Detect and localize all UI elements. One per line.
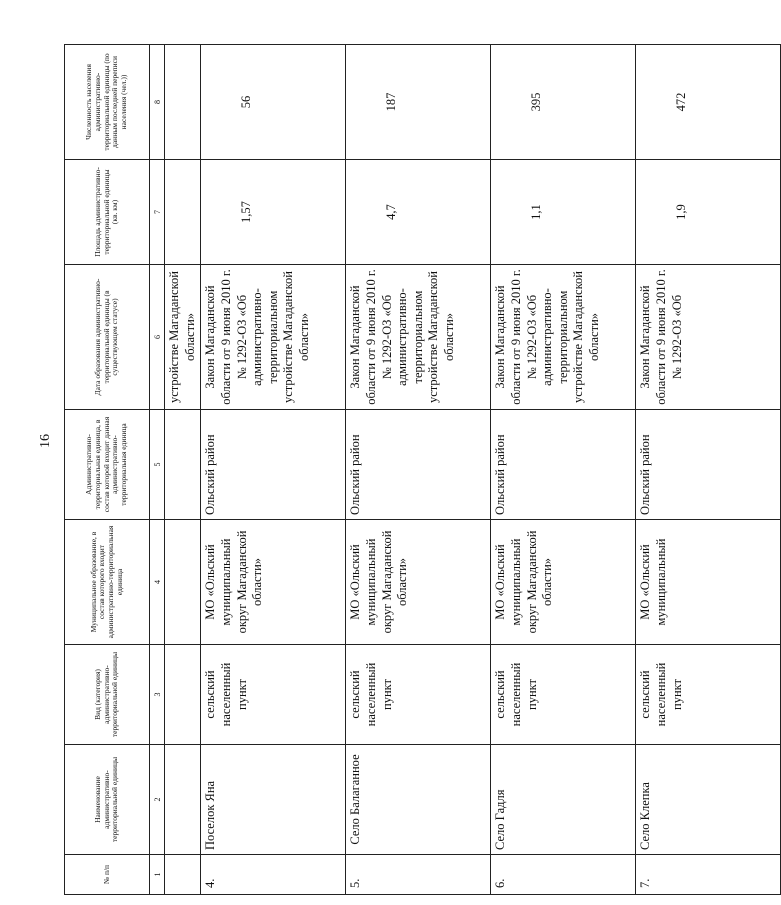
- row-number: 4.: [201, 855, 346, 895]
- unit-population: 472: [636, 45, 781, 160]
- column-number: 5: [150, 410, 165, 520]
- continuation-cell: устройстве Магаданской области»: [165, 265, 201, 410]
- header-cell: Площадь административно-территориальной единицы (кв. км): [65, 160, 150, 265]
- unit-area: 1,1: [491, 160, 636, 265]
- unit-population: 56: [201, 45, 346, 160]
- admin-units-table: [64, 44, 781, 895]
- unit-kind: сельский населенный пункт: [346, 645, 491, 745]
- header-cell: Дата образования административно-территориальной единицы (в существующем статусе): [65, 265, 150, 410]
- unit-name: Село Клепка: [636, 745, 781, 855]
- table-row: [491, 45, 636, 895]
- table-row: [201, 45, 346, 895]
- unit-parent: Ольский район: [491, 410, 636, 520]
- unit-area: 1,57: [201, 160, 346, 265]
- column-number: 7: [150, 160, 165, 265]
- unit-parent: Ольский район: [636, 410, 781, 520]
- unit-municipality: МО «Ольский муниципальный округ Магаданской области»: [346, 520, 491, 645]
- unit-area: 4,7: [346, 160, 491, 265]
- row-number: 6.: [491, 855, 636, 895]
- unit-name: Село Балаганное: [346, 745, 491, 855]
- unit-municipality: МО «Ольский муниципальный округ Магаданской области»: [491, 520, 636, 645]
- unit-date: Закон Магаданской области от 9 июня 2010 г. № 1292-ОЗ «Об административно-территориальном устройстве Магаданской области»: [346, 265, 491, 410]
- unit-date: Закон Магаданской области от 9 июня 2010 г. № 1292-ОЗ «Об административно-территориальном устройстве Магаданской области»: [201, 265, 346, 410]
- unit-municipality: МО «Ольский муниципальный округ Магаданской области»: [201, 520, 346, 645]
- unit-kind: сельский населенный пункт: [636, 645, 781, 745]
- unit-population: 395: [491, 45, 636, 160]
- row-number: 5.: [346, 855, 491, 895]
- header-row: [65, 45, 150, 895]
- column-number: 4: [150, 520, 165, 645]
- header-cell: Численность населения административно-территориальной единицы (по данным последней переписи населения (чел.)): [65, 45, 150, 160]
- header-cell: Вид (категория) административно-территориальной единицы: [65, 645, 150, 745]
- unit-population: 187: [346, 45, 491, 160]
- column-number: 3: [150, 645, 165, 745]
- unit-municipality: МО «Ольский муниципальный: [636, 520, 781, 645]
- table-row: [346, 45, 491, 895]
- header-cell: Административно-территориальная единица, в состав которой входит данная административно-территориальная единица: [65, 410, 150, 520]
- row-number: 7.: [636, 855, 781, 895]
- column-number: 2: [150, 745, 165, 855]
- unit-area: 1,9: [636, 160, 781, 265]
- column-number: 8: [150, 45, 165, 160]
- table-row: [636, 45, 781, 895]
- page-number: 16: [38, 434, 53, 448]
- unit-kind: сельский населенный пункт: [201, 645, 346, 745]
- column-number-row: [150, 45, 165, 895]
- continuation-row: [165, 45, 201, 895]
- header-cell: Муниципальное образование, в состав которого входит административно-территориальная единица: [65, 520, 150, 645]
- unit-parent: Ольский район: [346, 410, 491, 520]
- unit-date: Закон Магаданской области от 9 июня 2010 г. № 1292-ОЗ «Об: [636, 265, 781, 410]
- column-number: 6: [150, 265, 165, 410]
- unit-parent: Ольский район: [201, 410, 346, 520]
- unit-name: Село Гадля: [491, 745, 636, 855]
- header-cell: № п/п: [65, 855, 150, 895]
- column-number: 1: [150, 855, 165, 895]
- rotated-page: [64, 45, 689, 895]
- header-cell: Наименование административно-территориальной единицы: [65, 745, 150, 855]
- unit-name: Поселок Яна: [201, 745, 346, 855]
- unit-kind: сельский населенный пункт: [491, 645, 636, 745]
- unit-date: Закон Магаданской области от 9 июня 2010 г. № 1292-ОЗ «Об административно-территориальном устройстве Магаданской области»: [491, 265, 636, 410]
